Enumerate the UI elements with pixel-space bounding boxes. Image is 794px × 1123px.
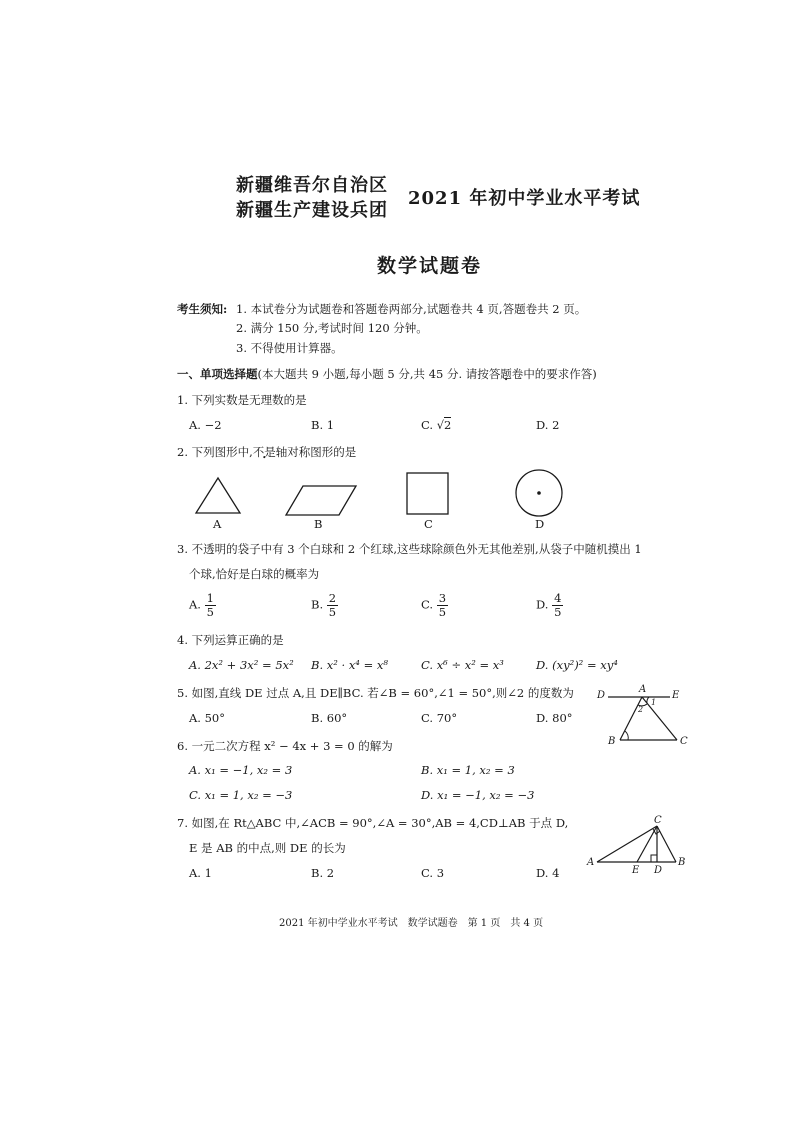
section-title: 一、单项选择题 xyxy=(177,367,258,381)
exam-title: 2021 年初中学业水平考试 xyxy=(408,188,641,209)
q5-stem: 5. 如图,直线 DE 过点 A,且 DE∥BC. 若∠B = 60°,∠1 = 50°,则∠2 的度数为 xyxy=(177,686,574,700)
region-line-1: 新疆维吾尔自治区 xyxy=(236,175,388,196)
fraction-numerator: 3 xyxy=(438,591,447,605)
fraction-denominator: 5 xyxy=(206,605,214,619)
q6-option-a: A. x₁ = −1, x₂ = 3 xyxy=(189,763,293,777)
region-line-2: 新疆生产建设兵团 xyxy=(236,200,388,221)
q6-option-b: B. x₁ = 1, x₂ = 3 xyxy=(421,763,515,777)
fraction-denominator: 5 xyxy=(328,605,337,619)
q2-stem-emphasis: 不是 xyxy=(252,445,276,459)
q2-label-d: D xyxy=(535,517,545,531)
q5-fig-label-b: B xyxy=(608,736,616,747)
q1-option-d: D. 2 xyxy=(536,418,560,432)
q4-option-d: D. (xy²)² = xy⁴ xyxy=(536,658,618,672)
q5-fig-label-d: D xyxy=(597,690,606,701)
q7-stem-line-1: 7. 如图,在 Rt△ABC 中,∠ACB = 90°,∠A = 30°,AB = 4,CD⊥AB 于点 D, xyxy=(177,816,569,830)
paper-title: 数学试题卷 xyxy=(377,255,483,277)
sqrt-icon: √ xyxy=(436,418,445,432)
q1-stem: 1. 下列实数是无理数的是 xyxy=(177,393,307,407)
q3-option-b-prefix: B. xyxy=(311,597,324,612)
section-desc-post: 中的要求作答) xyxy=(523,367,597,381)
q2-stem-pre: 2. 下列图形中, xyxy=(177,445,253,459)
q2-stem-post: 轴对称图形的是 xyxy=(275,445,357,459)
q7-fig-label-d: D xyxy=(654,865,663,876)
q2-label-a: A xyxy=(213,517,222,531)
q7-option-b: B. 2 xyxy=(311,866,335,880)
q2-label-c: C xyxy=(424,517,433,531)
q1-option-c-prefix: C. xyxy=(421,418,437,432)
q5-fig-label-a: A xyxy=(639,684,647,695)
q3-option-c-prefix: C. xyxy=(421,597,434,612)
q2-label-b: B xyxy=(314,517,323,531)
notice-item-1: 1. 本试卷分为试题卷和答题卷两部分,试题卷共 4 页,答题卷共 2 页。 xyxy=(236,302,587,316)
q7-option-c: C. 3 xyxy=(421,866,445,880)
q1-option-a: A. −2 xyxy=(189,418,222,432)
q5-fig-label-e: E xyxy=(672,690,680,701)
q5-option-b: B. 60° xyxy=(311,711,348,725)
q6-option-c: C. x₁ = 1, x₂ = −3 xyxy=(189,788,293,802)
q7-option-a: A. 1 xyxy=(189,866,212,880)
q4-stem: 4. 下列运算正确的是 xyxy=(177,633,284,647)
q3-option-d-prefix: D. xyxy=(536,597,549,612)
q7-fig-label-c: C xyxy=(654,815,662,826)
q5-fig-label-c: C xyxy=(680,736,688,747)
q7-fig-label-b: B xyxy=(678,857,686,868)
q4-option-b: B. x² · x⁴ = x⁸ xyxy=(311,658,388,672)
q5-option-c: C. 70° xyxy=(421,711,458,725)
q3-stem-line-1: 3. 不透明的袋子中有 3 个白球和 2 个红球,这些球除颜色外无其他差别,从袋子中随机摸出 1 xyxy=(177,542,642,556)
q3-option-a-prefix: A. xyxy=(189,597,201,612)
q7-fig-label-e: E xyxy=(632,865,640,876)
notice-label: 考生须知: xyxy=(177,302,228,316)
section-desc-pre: (本大题共 9 小题,每小题 5 分,共 45 分. 请按 xyxy=(257,367,489,381)
notice-item-2: 2. 满分 150 分,考试时间 120 分钟。 xyxy=(236,321,428,335)
q7-stem-line-2: E 是 AB 的中点,则 DE 的长为 xyxy=(189,841,346,855)
right-angle-d-icon xyxy=(651,855,657,862)
q5-fig-label-1: 1 xyxy=(651,698,657,707)
fraction-numerator: 1 xyxy=(206,591,214,605)
notice-item-3: 3. 不得使用计算器。 xyxy=(236,341,343,355)
section-desc-emphasis: 答题卷 xyxy=(488,367,524,381)
q6-option-d: D. x₁ = −1, x₂ = −3 xyxy=(421,788,535,802)
q5-fig-label-2: 2 xyxy=(638,705,644,714)
q3-stem-line-2: 个球,恰好是白球的概率为 xyxy=(189,567,320,581)
q4-option-a: A. 2x² + 3x² = 5x² xyxy=(189,658,294,672)
q1-option-c-radicand: 2 xyxy=(444,418,452,432)
page-footer: 2021 年初中学业水平考试 数学试题卷 第 1 页 共 4 页 xyxy=(279,918,544,929)
q5-option-a: A. 50° xyxy=(189,711,225,725)
segment-ac xyxy=(597,826,657,862)
q5-option-d: D. 80° xyxy=(536,711,573,725)
q7-fig-label-a: A xyxy=(587,857,595,868)
fraction-numerator: 4 xyxy=(554,591,562,605)
fraction-denominator: 5 xyxy=(554,605,562,619)
fraction-denominator: 5 xyxy=(438,605,447,619)
q1-option-b: B. 1 xyxy=(311,418,335,432)
q4-option-c: C. x⁶ ÷ x² = x³ xyxy=(421,658,504,672)
q6-stem: 6. 一元二次方程 x² − 4x + 3 = 0 的解为 xyxy=(177,739,393,753)
q7-option-d: D. 4 xyxy=(536,866,560,880)
fraction-numerator: 2 xyxy=(328,591,337,605)
